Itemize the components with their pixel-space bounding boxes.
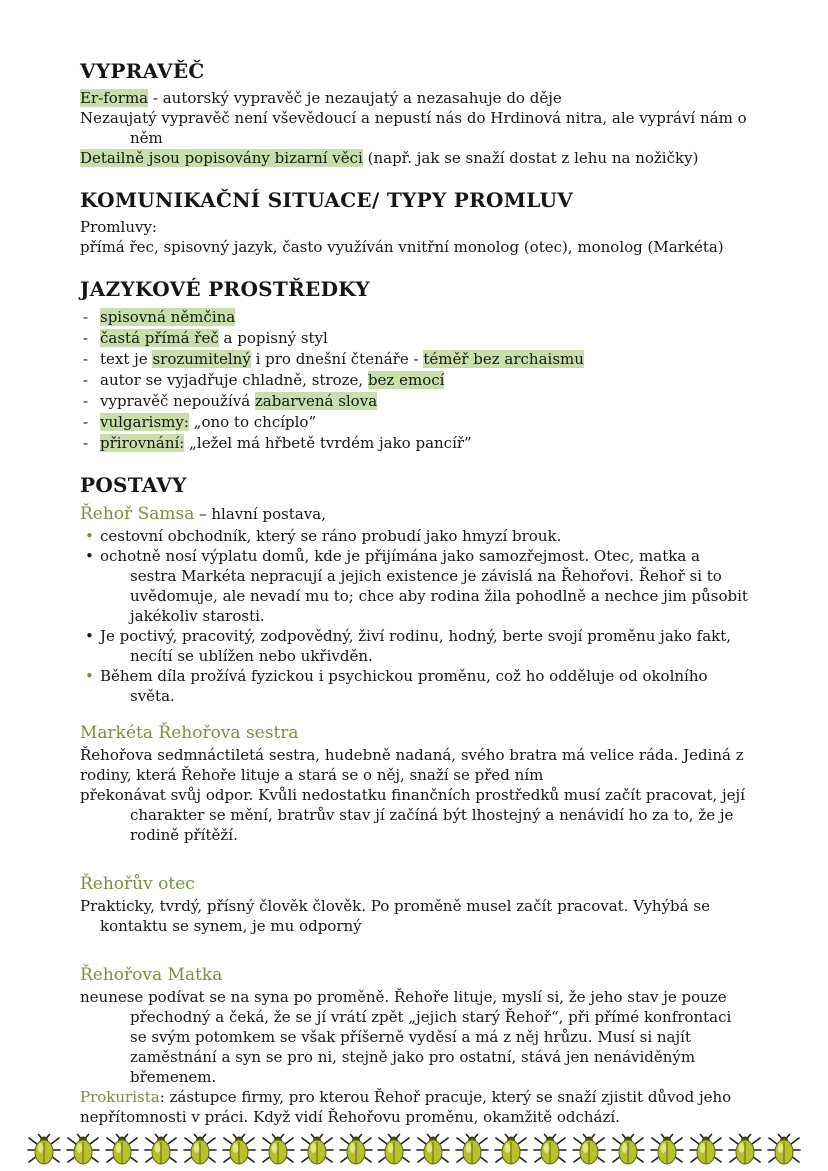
text-segment: Nezaujatý vypravěč není vševědoucí a nepustí nás do Hrdinová nitra, ale vypráví nám o něm	[80, 108, 747, 147]
text-segment: – hlavní postava,	[194, 504, 326, 523]
highlighted-text: přirovnání:	[100, 433, 185, 452]
beetle-icon	[182, 1133, 218, 1165]
text-segment: „ono to chcíplo”	[188, 412, 317, 431]
beetle-icon	[376, 1133, 412, 1165]
text-segment: (např. jak se snaží dostat z lehu na nožičky)	[362, 148, 699, 167]
green-text: Řehoř Samsa	[80, 503, 195, 524]
beetle-strip	[0, 1133, 828, 1165]
section-heading-komunikacni: KOMUNIKAČNÍ SITUACE/ TYPY PROMLUV	[80, 187, 574, 212]
section-heading-jazykove: JAZYKOVÉ PROSTŘEDKY	[80, 276, 370, 301]
beetle-icon	[454, 1133, 490, 1165]
list-item	[80, 391, 748, 412]
list-item	[80, 667, 748, 707]
text-segment: vypravěč nepoužívá	[100, 391, 255, 410]
beetle-icon	[143, 1133, 179, 1165]
section-vypravec	[80, 60, 748, 169]
highlighted-text: častá přímá řeč	[100, 328, 219, 347]
section-komunikacni	[80, 189, 748, 258]
beetle-icon	[610, 1133, 646, 1165]
text-segment: ochotně nosí výplatu domů, kde je přijímána jako samozřejmost. Otec, matka a sestra Markéta nepracují a jejich existence je závislá na Řehořovi. Řehoř si to uvědomuje, ale nevadí mu to; chce aby rodina žila pohodlně a nechce jim působit jakékoliv starosti.	[100, 547, 748, 625]
section-postavy	[80, 474, 748, 1128]
text-segment: cestovní obchodník, který se ráno probudí jako hmyzí brouk.	[100, 527, 562, 546]
section-heading-postavy: POSTAVY	[80, 472, 187, 497]
text-segment: - autorský vypravěč je nezaujatý a nezasahuje do děje	[148, 89, 562, 107]
highlighted-text: vulgarismy:	[100, 412, 189, 431]
beetle-icon	[727, 1133, 763, 1165]
text-segment: a popisný styl	[218, 328, 328, 347]
paragraph	[80, 897, 748, 937]
text-segment: Promluvy:	[80, 217, 157, 236]
beetle-icon	[493, 1133, 529, 1165]
list-item	[80, 433, 748, 454]
beetle-icon	[649, 1133, 685, 1165]
paragraph	[80, 218, 748, 238]
highlighted-text: spisovná němčina	[100, 307, 236, 326]
paragraph	[80, 988, 748, 1088]
text-segment: přímá řec, spisovný jazyk, často využíván vnitřní monolog (otec), monolog (Markéta)	[80, 237, 724, 256]
beetle-icon	[65, 1133, 101, 1165]
character-heading-matka: Řehořova Matka	[80, 965, 223, 986]
beetle-icon	[415, 1133, 451, 1165]
language-features-list	[80, 307, 748, 454]
highlighted-text: Er-forma	[80, 89, 149, 107]
beetle-icon	[26, 1133, 62, 1165]
beetle-icon	[338, 1133, 374, 1165]
list-item	[80, 627, 748, 667]
character-lead-rehor	[80, 503, 748, 526]
text-segment: překonávat svůj odpor. Kvůli nedostatku finančních prostředků musí začít pracovat, její charakter se mění, bratrův stav jí začíná být lhostejný a nenávidí ho za to, že je rodině přítěží.	[80, 785, 745, 844]
paragraph	[80, 238, 748, 258]
section-jazykove	[80, 278, 748, 454]
paragraph	[80, 746, 748, 786]
section-heading-vypravec: VYPRAVĚČ	[80, 59, 205, 83]
text-segment: i pro dnešní čtenáře -	[250, 349, 424, 368]
paragraph	[80, 109, 748, 149]
text-segment: Řehořova sedmnáctiletá sestra, hudebně nadaná, svého bratra má velice ráda. Jediná z rodiny, která Řehoře lituje a stará se o něj, snaží se před ním	[80, 746, 744, 784]
character-heading-otec: Řehořův otec	[80, 873, 195, 894]
list-item	[80, 412, 748, 433]
list-item	[80, 547, 748, 627]
list-item	[80, 349, 748, 370]
text-segment: text je	[100, 349, 153, 368]
text-segment: „ležel má hřbetě tvrdém jako pancíř”	[184, 433, 472, 452]
text-segment: Prakticky, tvrdý, přísný člověk člověk. Po proměně musel začít pracovat. Vyhýbá se kontaktu se synem, je mu odporný	[80, 897, 710, 936]
beetle-icon	[221, 1133, 257, 1165]
paragraph-prokurista	[80, 1088, 748, 1128]
text-segment: autor se vyjadřuje chladně, stroze,	[100, 370, 368, 389]
list-item	[80, 370, 748, 391]
text-segment: Je poctivý, pracovitý, zodpovědný, živí rodinu, hodný, berte svojí proměnu jako fakt, necítí se ublížen nebo ukřivděn.	[100, 626, 732, 665]
highlighted-text: bez emocí	[367, 370, 445, 389]
text-segment: neunese podívat se na syna po proměně. Řehoře lituje, myslí si, že jeho stav je pouze přechodný a čeká, že se jí vrátí zpět „jejich starý Řehoř“, při přímé konfrontaci se svým potomkem se však příšerně vyděsí a má z něj hrůzu. Musí si najít zaměstnání a syn se pro ni, stejně jako pro ostatní, stává jen nenáviděným břemenem.	[80, 988, 732, 1087]
beetle-icon	[532, 1133, 568, 1165]
green-text: Prokurista	[80, 1088, 160, 1107]
beetle-icon	[766, 1133, 802, 1165]
highlighted-text: téměř bez archaismu	[423, 349, 584, 368]
list-item	[80, 328, 748, 349]
paragraph	[80, 89, 748, 109]
character-heading-marketa: Markéta Řehořova sestra	[80, 722, 299, 743]
highlighted-text: srozumitelný	[152, 349, 251, 368]
beetle-icon	[299, 1133, 335, 1165]
beetle-icon	[571, 1133, 607, 1165]
paragraph	[80, 786, 748, 846]
beetle-icon	[260, 1133, 296, 1165]
list-item	[80, 307, 748, 328]
text-segment: Během díla prožívá fyzickou i psychickou proměnu, což ho odděluje od okolního světa.	[100, 666, 708, 705]
beetle-icon	[688, 1133, 724, 1165]
highlighted-text: zabarvená slova	[254, 391, 378, 410]
paragraph	[80, 149, 748, 169]
beetle-icon	[104, 1133, 140, 1165]
text-segment: : zástupce firmy, pro kterou Řehoř pracuje, který se snaží zjistit důvod jeho nepřítomnosti v práci. Když vidí Řehořovu proměnu, okamžitě odchází.	[80, 1088, 732, 1127]
rehor-traits-list	[80, 527, 748, 706]
list-item	[80, 527, 748, 547]
highlighted-text: Detailně jsou popisovány bizarní věci	[80, 148, 363, 167]
